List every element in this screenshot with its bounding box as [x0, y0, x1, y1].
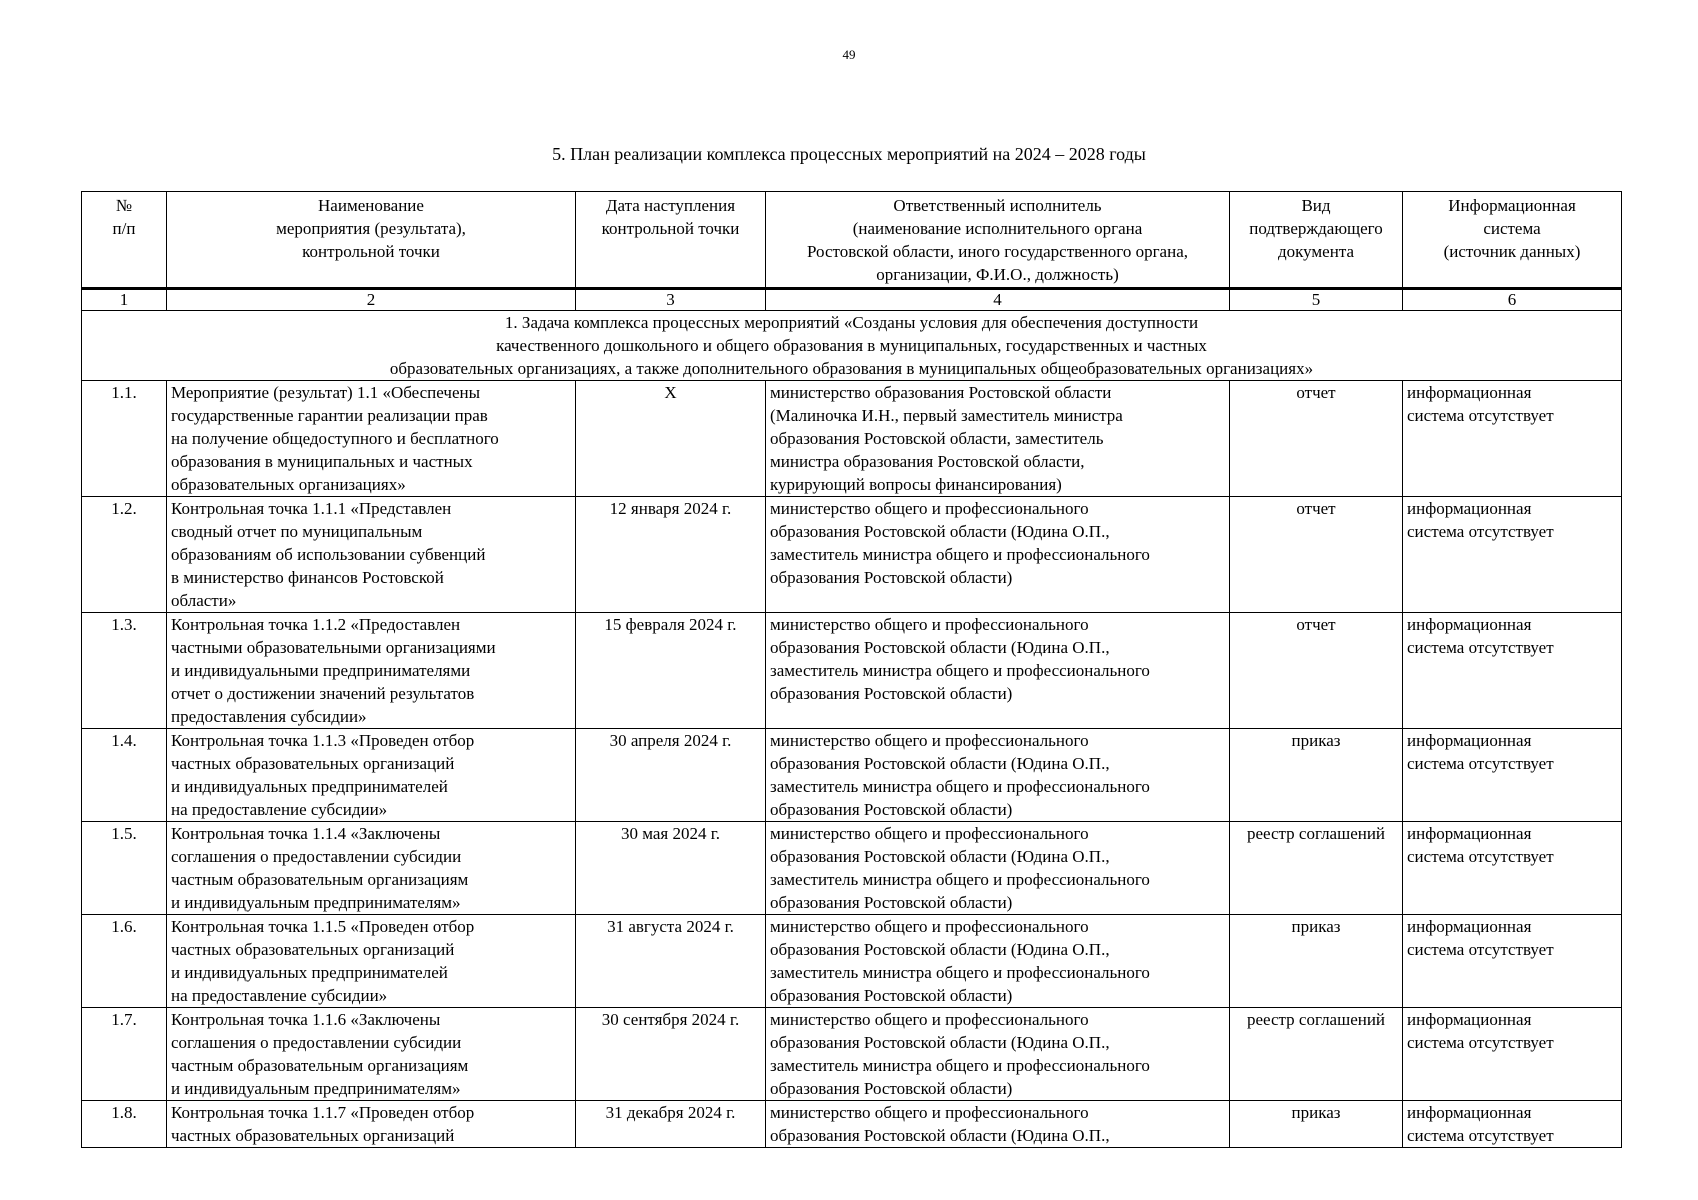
text-line: на предоставление субсидии» [171, 800, 388, 819]
text-line: образования Ростовской области) [770, 893, 1013, 912]
column-number: 4 [766, 289, 1230, 311]
text-line: организации, Ф.И.О., должность) [876, 265, 1119, 284]
text-line: Дата наступления [605, 196, 736, 215]
row-date: 30 апреля 2024 г. [576, 729, 766, 822]
text-line: частными образовательными организациями [171, 638, 496, 657]
text-line: и индивидуальных предпринимателей [171, 963, 448, 982]
page-number: 49 [842, 47, 856, 62]
text-line: система отсутствует [1407, 754, 1554, 773]
text-line: и индивидуальным предпринимателям» [171, 1079, 461, 1098]
text-line: Мероприятие (результат) 1.1 «Обеспечены [171, 383, 481, 402]
text-line: министерство общего и профессионального [770, 731, 1089, 750]
row-number: 1.8. [82, 1101, 167, 1148]
text-line: заместитель министра общего и профессионального [770, 545, 1150, 564]
text-line: (Малиночка И.Н., первый заместитель министра [770, 406, 1123, 425]
text-line: предоставления субсидии» [171, 707, 367, 726]
text-line: образования Ростовской области) [770, 568, 1013, 587]
table-row [82, 822, 1622, 915]
row-document-type: приказ [1230, 915, 1403, 1008]
text-line: на получение общедоступного и бесплатного [171, 429, 499, 448]
row-date: 12 января 2024 г. [576, 497, 766, 613]
row-number: 1.1. [82, 381, 167, 497]
text-line: министерство общего и профессионального [770, 1103, 1089, 1122]
row-name [167, 1008, 576, 1101]
row-name [167, 729, 576, 822]
text-line: Контрольная точка 1.1.2 «Предоставлен [171, 615, 461, 634]
text-line: 1. Задача комплекса процессных мероприятий «Созданы условия для обеспечения доступности [504, 313, 1199, 332]
task-row [82, 311, 1622, 381]
text-line: информационная [1407, 917, 1532, 936]
row-document-type: отчет [1230, 613, 1403, 729]
row-date: X [576, 381, 766, 497]
text-line: Наименование [318, 196, 424, 215]
text-line: система отсутствует [1407, 406, 1554, 425]
row-date: 15 февраля 2024 г. [576, 613, 766, 729]
text-line: заместитель министра общего и профессионального [770, 870, 1150, 889]
row-document-type: реестр соглашений [1230, 822, 1403, 915]
row-document-type: реестр соглашений [1230, 1008, 1403, 1101]
text-line: информационная [1407, 824, 1532, 843]
row-info-system [1403, 381, 1622, 497]
text-line: министерство общего и профессионального [770, 499, 1089, 518]
text-line: информационная [1407, 731, 1532, 750]
row-info-system [1403, 822, 1622, 915]
header-row [82, 192, 1622, 289]
text-line: министерство образования Ростовской области [770, 383, 1112, 402]
text-line: министерство общего и профессионального [770, 917, 1089, 936]
text-line: сводный отчет по муниципальным [171, 522, 423, 541]
text-line: частных образовательных организаций [171, 940, 455, 959]
row-executor [766, 497, 1230, 613]
column-number: 3 [576, 289, 766, 311]
implementation-plan-table [81, 191, 1622, 1148]
text-line: частным образовательным организациям [171, 870, 469, 889]
text-line: министерство общего и профессионального [770, 615, 1089, 634]
column-number: 1 [82, 289, 167, 311]
text-line: (источник данных) [1443, 242, 1581, 261]
text-line: соглашения о предоставлении субсидии [171, 847, 462, 866]
text-line: в министерство финансов Ростовской [171, 568, 444, 587]
row-executor [766, 822, 1230, 915]
text-line: заместитель министра общего и профессионального [770, 661, 1150, 680]
row-executor [766, 1101, 1230, 1148]
row-number: 1.3. [82, 613, 167, 729]
table-row [82, 1008, 1622, 1101]
text-line: образованиям об использовании субвенций [171, 545, 486, 564]
text-line: и индивидуальных предпринимателей [171, 777, 448, 796]
row-document-type: приказ [1230, 1101, 1403, 1148]
text-line: образования Ростовской области, заместитель [770, 429, 1104, 448]
text-line: Ответственный исполнитель [893, 196, 1102, 215]
row-name [167, 915, 576, 1008]
text-line: заместитель министра общего и профессионального [770, 963, 1150, 982]
text-line: система отсутствует [1407, 638, 1554, 657]
text-line: Ростовской области, иного государственного органа, [806, 242, 1188, 261]
row-name [167, 822, 576, 915]
text-line: информационная [1407, 383, 1532, 402]
text-line: и индивидуальными предпринимателями [171, 661, 471, 680]
row-name [167, 497, 576, 613]
text-line: информационная [1407, 615, 1532, 634]
text-line: отчет о достижении значений результатов [171, 684, 475, 703]
text-line: подтверждающего [1249, 219, 1383, 238]
text-line: информационная [1407, 1103, 1532, 1122]
table-row [82, 497, 1622, 613]
text-line: система отсутствует [1407, 940, 1554, 959]
row-info-system [1403, 1101, 1622, 1148]
row-document-type: отчет [1230, 497, 1403, 613]
text-line: области» [171, 591, 237, 610]
row-number: 1.7. [82, 1008, 167, 1101]
text-line: Контрольная точка 1.1.3 «Проведен отбор [171, 731, 475, 750]
table-row [82, 381, 1622, 497]
text-line: система отсутствует [1407, 847, 1554, 866]
header-name [167, 192, 576, 289]
text-line: частных образовательных организаций [171, 754, 455, 773]
row-number: 1.5. [82, 822, 167, 915]
text-line: Контрольная точка 1.1.4 «Заключены [171, 824, 441, 843]
row-date: 30 сентября 2024 г. [576, 1008, 766, 1101]
header-system [1403, 192, 1622, 289]
row-executor [766, 729, 1230, 822]
text-line: контрольной точки [601, 219, 740, 238]
row-executor [766, 381, 1230, 497]
table-row [82, 1101, 1622, 1148]
text-line: образования Ростовской области) [770, 986, 1013, 1005]
text-line: на предоставление субсидии» [171, 986, 388, 1005]
text-line: контрольной точки [302, 242, 440, 261]
header-document [1230, 192, 1403, 289]
row-name [167, 1101, 576, 1148]
header-executor [766, 192, 1230, 289]
row-number: 1.6. [82, 915, 167, 1008]
row-date: 30 мая 2024 г. [576, 822, 766, 915]
text-line: система отсутствует [1407, 522, 1554, 541]
row-info-system [1403, 915, 1622, 1008]
row-executor [766, 613, 1230, 729]
text-line: образовательных организациях, а также дополнительного образования в муниципальных общеобразовательных организациях» [389, 359, 1314, 378]
text-line: заместитель министра общего и профессионального [770, 777, 1150, 796]
row-name [167, 613, 576, 729]
column-number: 6 [1403, 289, 1622, 311]
text-line: и индивидуальным предпринимателям» [171, 893, 461, 912]
text-line: мероприятия (результата), [276, 219, 466, 238]
row-info-system [1403, 1008, 1622, 1101]
row-number: 1.4. [82, 729, 167, 822]
task-heading [82, 311, 1622, 381]
row-info-system [1403, 729, 1622, 822]
text-line: Контрольная точка 1.1.7 «Проведен отбор [171, 1103, 475, 1122]
text-line: образования Ростовской области (Юдина О.П., [770, 940, 1110, 959]
text-line: система отсутствует [1407, 1126, 1554, 1145]
column-number: 2 [167, 289, 576, 311]
text-line: Контрольная точка 1.1.6 «Заключены [171, 1010, 441, 1029]
row-executor [766, 915, 1230, 1008]
text-line: образования Ростовской области) [770, 800, 1013, 819]
text-line: государственные гарантии реализации прав [171, 406, 488, 425]
text-line: образования Ростовской области (Юдина О.П., [770, 638, 1110, 657]
header-num [82, 192, 167, 289]
text-line: образования Ростовской области (Юдина О.П., [770, 1033, 1110, 1052]
row-date: 31 августа 2024 г. [576, 915, 766, 1008]
row-document-type: отчет [1230, 381, 1403, 497]
text-line: образования Ростовской области) [770, 1079, 1013, 1098]
text-line: (наименование исполнительного органа [852, 219, 1143, 238]
text-line: министерство общего и профессионального [770, 824, 1089, 843]
row-info-system [1403, 497, 1622, 613]
text-line: № [115, 196, 133, 215]
text-line: курирующий вопросы финансирования) [770, 475, 1062, 494]
text-line: образования Ростовской области (Юдина О.П., [770, 847, 1110, 866]
row-number: 1.2. [82, 497, 167, 613]
column-number: 5 [1230, 289, 1403, 311]
text-line: образования Ростовской области) [770, 684, 1013, 703]
text-line: информационная [1407, 499, 1532, 518]
text-line: Контрольная точка 1.1.1 «Представлен [171, 499, 452, 518]
text-line: министерство общего и профессионального [770, 1010, 1089, 1029]
text-line: соглашения о предоставлении субсидии [171, 1033, 462, 1052]
document-title: 5. План реализации комплекса процессных мероприятий на 2024 – 2028 годы [552, 144, 1146, 164]
text-line: образования в муниципальных и частных [171, 452, 473, 471]
text-line: частным образовательным организациям [171, 1056, 469, 1075]
text-line: система отсутствует [1407, 1033, 1554, 1052]
header-date [576, 192, 766, 289]
row-executor [766, 1008, 1230, 1101]
table-row [82, 915, 1622, 1008]
text-line: документа [1277, 242, 1355, 261]
text-line: министра образования Ростовской области, [770, 452, 1085, 471]
row-info-system [1403, 613, 1622, 729]
text-line: качественного дошкольного и общего образования в муниципальных, государственных и частных [496, 336, 1207, 355]
table-row [82, 729, 1622, 822]
text-line: Вид [1301, 196, 1331, 215]
text-line: Информационная [1448, 196, 1576, 215]
text-line: образования Ростовской области (Юдина О.П., [770, 1126, 1110, 1145]
row-name [167, 381, 576, 497]
table-row [82, 613, 1622, 729]
text-line: образования Ростовской области (Юдина О.П., [770, 522, 1110, 541]
column-number-row [82, 289, 1622, 311]
text-line: система [1483, 219, 1541, 238]
row-date: 31 декабря 2024 г. [576, 1101, 766, 1148]
text-line: образовательных организациях» [171, 475, 406, 494]
text-line: заместитель министра общего и профессионального [770, 1056, 1150, 1075]
text-line: Контрольная точка 1.1.5 «Проведен отбор [171, 917, 475, 936]
text-line: п/п [112, 219, 136, 238]
text-line: частных образовательных организаций [171, 1126, 455, 1145]
row-document-type: приказ [1230, 729, 1403, 822]
text-line: информационная [1407, 1010, 1532, 1029]
text-line: образования Ростовской области (Юдина О.П., [770, 754, 1110, 773]
